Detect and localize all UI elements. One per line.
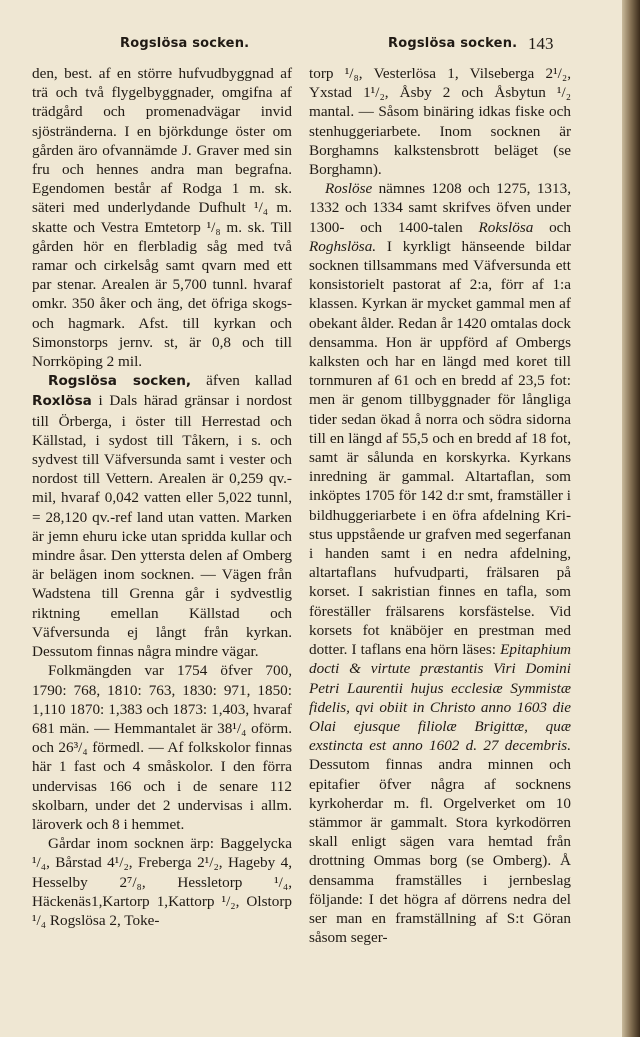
right-column xyxy=(309,64,571,947)
paragraph-farms: Gårdar inom socknen ärp: Baggelycka ¹/₄, Bårstad 4¹/₂, Freberga 2¹/₂, Hageby 4, Hesselby 2⁷/₈, Hessletorp ¹/₄, Häckenäs1,Kartorp 1,Kattorp ¹/₂, Olstorp ¹/₄ Rogslösa 2, Toke- xyxy=(32,835,292,929)
text-span: I kyrkligt hänseende bildar socknen tillsammans med Väfversunda ett konsistorielt pastorat af 2:a, förr af 1:a klassen. Kyrkan är mycket gammal men af obekant ålder. Redan år 1420 omtalas dock densamma. Hon är uppförd af Ombergs kalksten och har en längd med koret till tornmuren af 61 och en bredd af 23,5 fot: men är genom tillbyggnader för långliga tider sedan ökad å norra och södra sidorna till en längd af 55,5 och en bredd af 18 fot, samt är sålunda en korskyrka. Kyrkans inredning är gammal. Altartaflan, som inköptes 1705 för 142 d:r smt, framställer i bildhuggeriarbete i en öfra afdelning Kristus uppstående ur grafven med segerfanan i handen samt i en nedra afdelning, altartaflans hufvudparti, frälsaren på korset. I sakristian finnes en tafla, som föreställer frälsarens korsfästelse. Vid korsets fot knäböjer en prestman med dotter. I taflans ena hörn läses: xyxy=(309,237,571,659)
epitaph-inscription: Epitaphium docti & virtute præstantis Viri Domini Petri Laurentii hujus ecclesiæ Symmistæ fidelis, qvi obiit in Christo anno 1603 die Olai ejusque filiolæ Brigittæ, quæ exstincta est anno 1602 d. 27 decembris. xyxy=(309,641,571,755)
text-span: nämnes 1208 och 1275, 1313, 1332 och 1334 samt skrifves öfven under 1300- och 1400-talen xyxy=(309,180,571,236)
term-rogslosa: Rogslösa socken, xyxy=(48,373,192,390)
page-edge-shadow xyxy=(622,0,640,1037)
paragraph-farms-continued: torp ¹/₈, Vesterlösa 1, Vilseberga 2¹/₂, Yxstad 1¹/₂, Åsby 2 och Åsbytun ¹/₂ mantal. — Såsom binäring idkas fiske och stenhuggeriarbete. Inom socknen är Borghamns kalkstensbrott beläget (se Borghamn). xyxy=(309,65,571,179)
page-number: 143 xyxy=(528,34,554,53)
text-span: och xyxy=(533,218,571,236)
left-column xyxy=(32,64,292,930)
term-roghslosa: Roghslösa. xyxy=(309,237,377,255)
text-span: Dessutom finnas andra minnen och epitafier öfver några af socknens kyrkoherdar m. fl. Orgelverket om 10 stämmor är gammalt. Stora kyrkodörren skall enligt sägen vara hemtad från drottning Ommas borg (se Omberg). Å densamma framställes i jernbeslag följande: I det högra af dörrens nedra del ser man en framställning af S:t Göran såsom seger- xyxy=(309,756,571,947)
text-span: i Dals härad gränsar i nordost till Örberga, i öster till Herrestad och Källstad, i sydost till Tåkern, i s. och sydvest till Väfversunda samt i vester och nordost till Vettern. Arealen är 0,259 qv.-mil, hvaraf 0,042 vatten eller 5,022 tunnl, = 28,120 qv.-ref land utan vatten. Marken är jemn ehuru icke utan spridda kullar och mindre åsar. Den yttersta delen af Omberg är belägen inom socknen. — Vägen från Wadstena till Grenna går i sydvestlig riktning emellan Källstad och Väfversunda ej långt från kyrkan. Dessutom finnas några mindre vägar. xyxy=(32,392,292,661)
term-rokslosa: Rokslösa xyxy=(478,218,534,236)
term-roxlosa: Roxlösa xyxy=(32,393,92,410)
text-span: äfven kallad xyxy=(191,372,292,390)
term-roslose: Roslöse xyxy=(325,180,373,198)
paragraph-population: Folkmängden var 1754 öfver 700, 1790: 768, 1810: 763, 1830: 971, 1850: 1,110 1870: 1,383 och 1873: 1,403, hvaraf 681 män. — Hemmantalet är 38¹/₄ oförm. och 26³/₄ förmedl. — Af folkskolor finnas här 1 fast och 4 småskolor. I den förra undervisas 166 och i de senare 112 skolbarn, under det 2 undervisas i allm. läroverk och 8 i hemmet. xyxy=(32,662,292,833)
paragraph-parish-boundaries xyxy=(32,371,292,661)
running-header-left: Rogslösa socken. xyxy=(120,36,250,51)
running-header-right: Rogslösa socken. xyxy=(388,36,518,51)
paragraph-church-history xyxy=(309,179,571,947)
paragraph-estate-description: den, best. af en större hufvudbyggnad af trä och två flygelbyggnader, omgifna af trädgård och promenadvägar invid sjöstränderna. I en björkdunge öster om gården äro ofvannämde J. Graver med sin fru och hennes andra man begrafna. Egendomen består af Rodga 1 m. sk. säteri med underlydande Dufhult ¹/₄ m. skatte och Vestra Emtetorp ¹/₈ m. sk. Till gården hör en flerbladig såg med två ramar och cirkelsåg samt qvarn med ett par stenar. Arealen är 5,700 tunnl. hvaraf omkr. 350 åker och äng, det öfriga skogs- och hagmark. Afst. till kyrkan och Simonstorps jernv. st, är 0,8 och till Norrköping 2 mil. xyxy=(32,65,292,371)
